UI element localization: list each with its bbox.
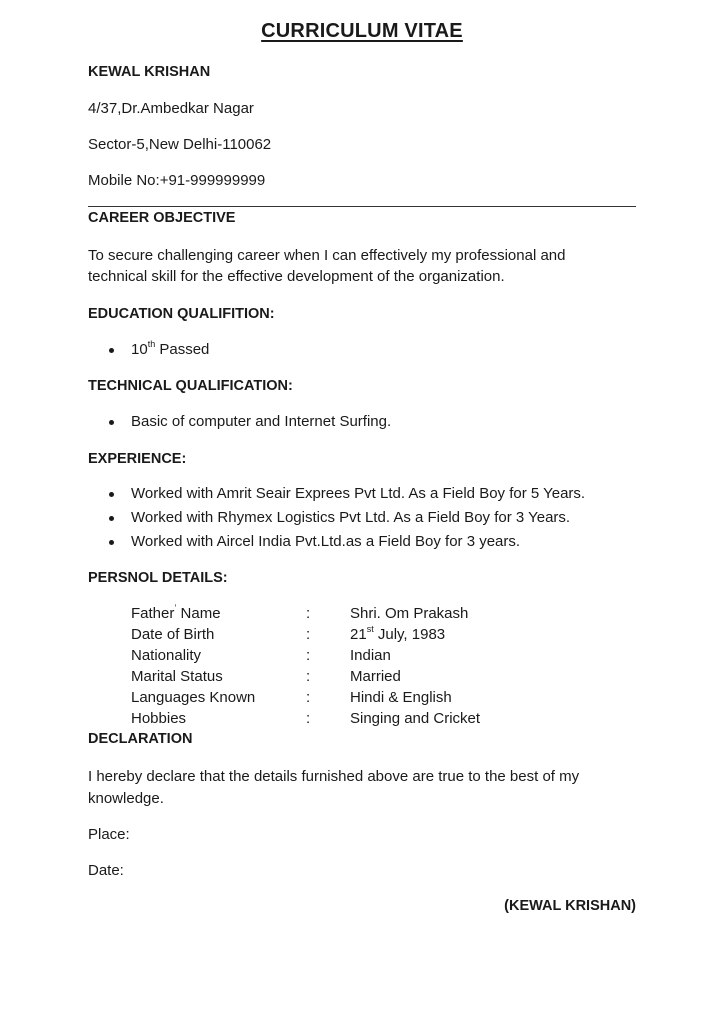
candidate-name: KEWAL KRISHAN [88,64,211,80]
education-heading: EDUCATION QUALIFITION: [88,306,275,322]
mobile-number: Mobile No:+91-999999999 [88,172,266,189]
detail-value-marital-status: Married [350,668,401,685]
detail-label-marital-status: Marital Status [131,668,223,685]
place-label: Place: [88,826,130,843]
experience-item: Worked with Rhymex Logistics Pvt Ltd. As a Field Boy for 3 Years. [131,509,571,526]
address-line-1: 4/37,Dr.Ambedkar Nagar [88,100,254,117]
declaration-line-1: I hereby declare that the details furnished above are true to the best of my [88,768,580,785]
signature-name: (KEWAL KRISHAN) [504,898,636,914]
education-item: 10th Passed [131,339,210,358]
detail-label-father-name: Father’ Name [131,603,221,622]
header-divider [88,206,636,207]
experience-item: Worked with Amrit Seair Exprees Pvt Ltd. As a Field Boy for 5 Years. [131,485,586,502]
detail-value-dob: 21st July, 1983 [350,624,446,643]
address-line-2: Sector-5,New Delhi-110062 [88,136,272,153]
technical-item: Basic of computer and Internet Surfing. [131,413,392,430]
experience-heading: EXPERIENCE: [88,451,187,467]
detail-separator: : [306,647,311,664]
declaration-line-2: knowledge. [88,790,164,807]
detail-separator: : [306,668,311,685]
detail-separator: : [306,626,311,643]
detail-label-languages: Languages Known [131,689,256,706]
personal-details-heading: PERSNOL DETAILS: [88,570,228,586]
bullet-icon [109,348,114,353]
detail-value-father-name: Shri. Om Prakash [350,605,469,622]
bullet-icon [109,540,114,545]
detail-separator: : [306,605,311,622]
career-objective-heading: CAREER OBJECTIVE [88,210,236,226]
detail-label-hobbies: Hobbies [131,710,187,727]
date-label: Date: [88,862,124,879]
declaration-heading: DECLARATION [88,731,193,747]
bullet-icon [109,420,114,425]
bullet-icon [109,492,114,497]
detail-value-hobbies: Singing and Cricket [350,710,481,727]
detail-label-nationality: Nationality [131,647,202,664]
detail-separator: : [306,689,311,706]
detail-value-languages: Hindi & English [350,689,452,706]
document-title: CURRICULUM VITAE [261,20,463,42]
technical-heading: TECHNICAL QUALIFICATION: [88,378,293,394]
career-objective-line-2: technical skill for the effective development of the organization. [88,268,505,285]
career-objective-line-1: To secure challenging career when I can effectively my professional and [88,247,566,264]
detail-value-nationality: Indian [350,647,391,664]
detail-label-dob: Date of Birth [131,626,215,643]
detail-separator: : [306,710,311,727]
bullet-icon [109,516,114,521]
experience-item: Worked with Aircel India Pvt.Ltd.as a Field Boy for 3 years. [131,533,521,550]
